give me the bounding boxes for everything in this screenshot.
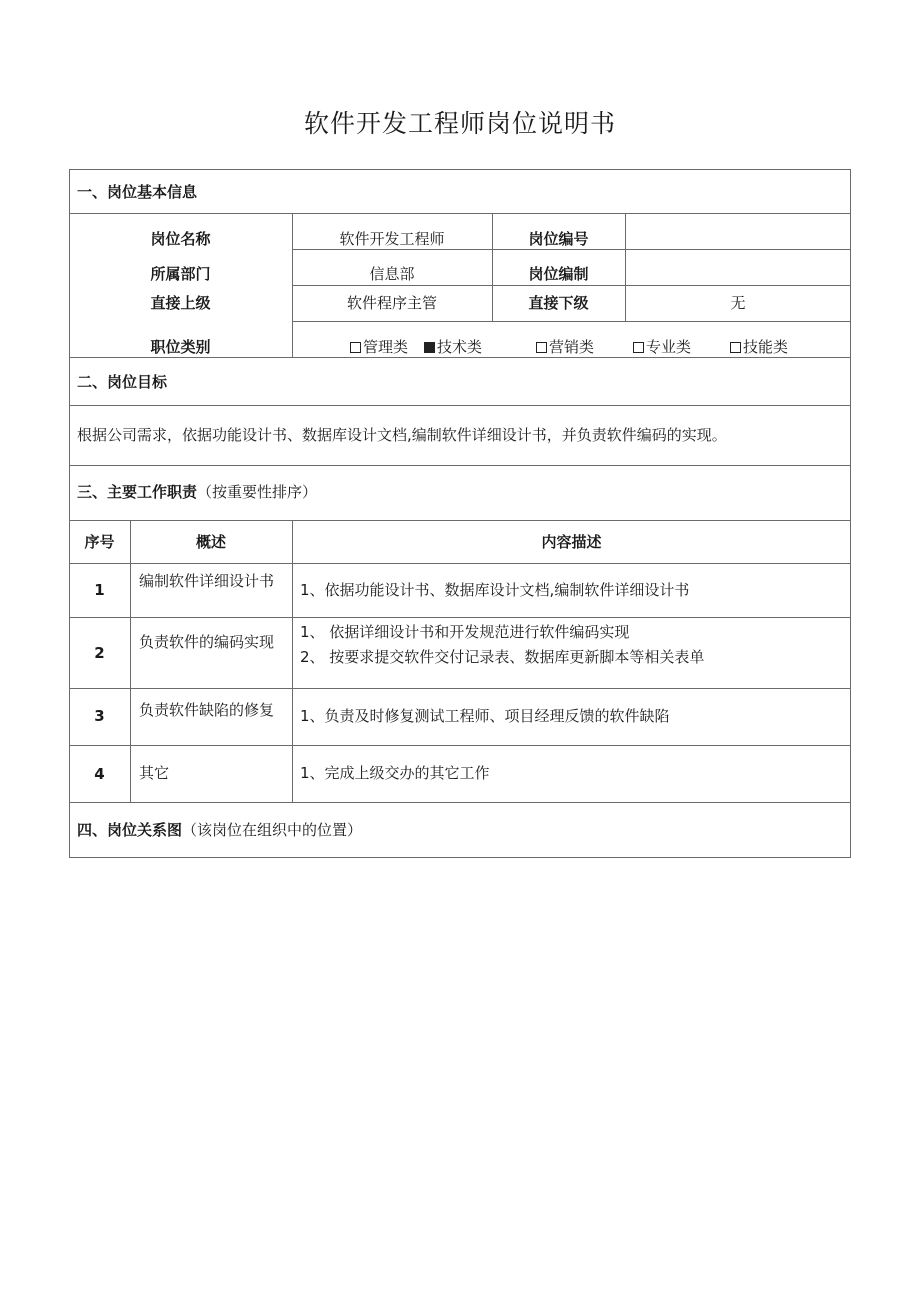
row-number: 1: [94, 581, 105, 599]
row-number: 4: [94, 765, 105, 783]
section-heading-responsibilities: 三、主要工作职责（按重要性排序）: [77, 483, 318, 501]
row-number: 2: [94, 644, 105, 662]
row-detail: 1、负责及时修复测试工程师、项目经理反馈的软件缺陷: [300, 707, 670, 725]
divider: [69, 617, 851, 618]
row-summary: 编制软件详细设计书: [139, 572, 275, 590]
value-job-name: 软件开发工程师: [339, 230, 445, 248]
section-heading-job-objective: 二、岗位目标: [77, 373, 168, 391]
label-direct-superior: 直接上级: [150, 294, 211, 312]
checkbox-unchecked-icon: [350, 342, 361, 353]
job-objective-text: 根据公司需求，依据功能设计书、数据库设计文档,编制软件详细设计书，并负责软件编码的实现。: [77, 426, 727, 444]
section-heading-basic-info: 一、岗位基本信息: [77, 183, 198, 201]
checkbox-unchecked-icon: [730, 342, 741, 353]
row-detail: 2、 按要求提交软件交付记录表、数据库更新脚本等相关表单: [300, 648, 705, 666]
divider: [69, 802, 851, 803]
category-professional: 专业类: [633, 336, 691, 358]
value-direct-subordinate: 无: [730, 294, 746, 312]
category-technical: 技术类: [424, 336, 482, 358]
value-direct-superior: 软件程序主管: [346, 294, 437, 312]
divider: [69, 563, 851, 564]
row-summary: 负责软件缺陷的修复: [139, 701, 275, 719]
row-number: 3: [94, 707, 105, 725]
divider: [130, 520, 131, 802]
row-summary: 其它: [139, 764, 170, 782]
row-summary: 负责软件的编码实现: [139, 633, 275, 651]
checkbox-unchecked-icon: [536, 342, 547, 353]
checkbox-checked-icon: [424, 342, 435, 353]
divider: [69, 745, 851, 746]
row-detail: 1、依据功能设计书、数据库设计文档,编制软件详细设计书: [300, 581, 690, 599]
column-header-number: 序号: [84, 533, 115, 551]
divider: [69, 688, 851, 689]
label-job-number: 岗位编号: [528, 230, 589, 248]
label-department: 所属部门: [150, 265, 211, 283]
divider: [69, 465, 851, 466]
column-header-summary: 概述: [195, 533, 226, 551]
label-direct-subordinate: 直接下级: [528, 294, 589, 312]
category-management: 管理类: [350, 336, 408, 358]
checkbox-unchecked-icon: [633, 342, 644, 353]
divider: [69, 405, 851, 406]
label-job-name: 岗位名称: [150, 230, 211, 248]
category-marketing: 营销类: [536, 336, 594, 358]
document-title: 软件开发工程师岗位说明书: [303, 109, 616, 138]
value-department: 信息部: [369, 265, 415, 283]
row-detail: 1、 依据详细设计书和开发规范进行软件编码实现: [300, 623, 630, 641]
label-headcount: 岗位编制: [528, 265, 589, 283]
section-heading-org-chart: 四、岗位关系图（该岗位在组织中的位置）: [77, 821, 363, 839]
divider: [292, 520, 293, 802]
divider: [292, 321, 851, 322]
category-skilled: 技能类: [730, 336, 788, 358]
column-header-description: 内容描述: [541, 533, 602, 551]
row-detail: 1、完成上级交办的其它工作: [300, 764, 490, 782]
divider: [69, 520, 851, 521]
divider: [69, 213, 851, 214]
label-job-category: 职位类别: [150, 338, 211, 356]
